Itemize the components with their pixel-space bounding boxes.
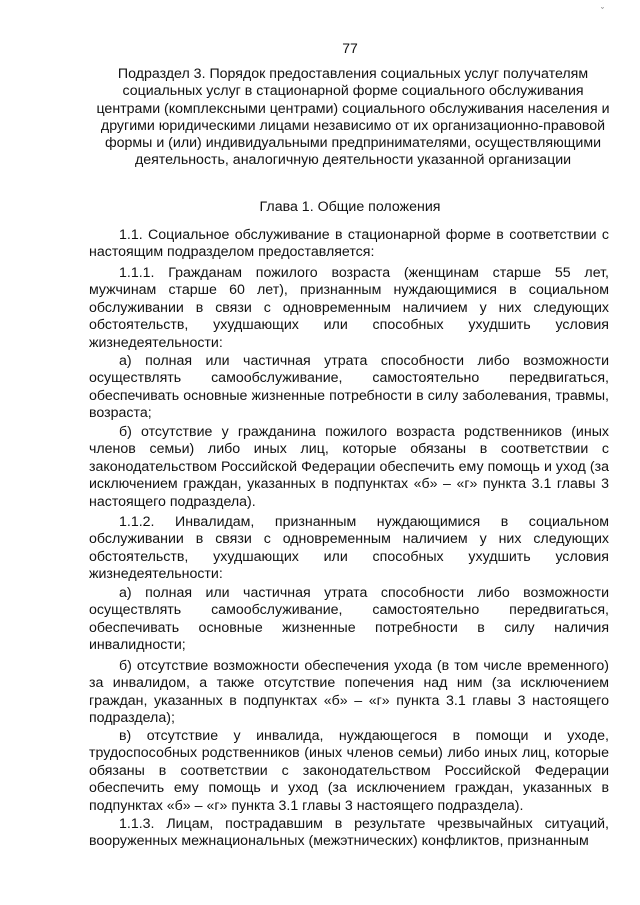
paragraph-1-1-1: 1.1.1. Гражданам пожилого возраста (женщинам старше 55 лет, мужчинам старше 60 лет), признанным нуждающимися в социальном обслуживании в связи с одновременным наличием у них следующих обстоятельств, ухудшающих или способных ухудшить условия жизнедеятельности: — [89, 265, 609, 351]
paragraph-1-1-1-a: а) полная или частичная утрата способности либо возможности осуществлять самообслуживание, самостоятельно передвигаться, обеспечивать основные жизненные потребности в силу заболевания, травмы, возраста; — [89, 353, 609, 422]
chapter-heading: Глава 1. Общие положения — [259, 199, 441, 215]
paragraph-1-1-3: 1.1.3. Лицам, пострадавшим в результате чрезвычайных ситуаций, вооруженных межнациональных (межэтнических) конфликтов, признанным — [89, 816, 609, 850]
paragraph-1-1-2-a: а) полная или частичная утрата способности либо возможности осуществлять самообслуживание, самостоятельно передвигаться, обеспечивать основные жизненные потребности в силу наличия инвалидности; — [89, 585, 609, 654]
paragraph-1-1-2-b: б) отсутствие возможности обеспечения ухода (в том числе временного) за инвалидом, а также отсутствие попечения над ним (за исключением граждан, указанных в подпунктах «б» – «г» пункта 3.1 главы 3 настоящего подраздела); — [89, 658, 609, 727]
paragraph-1-1: 1.1. Социальное обслуживание в стационарной форме в соответствии с настоящим подразделом предоставляется: — [89, 227, 609, 261]
corner-mark: ˇ — [601, 6, 604, 16]
paragraph-1-1-2-v: в) отсутствие у инвалида, нуждающегося в помощи и уходе, трудоспособных родственников (иных членов семьи) либо иных лиц, которые обязаны в соответствии с законодательством Российской Федерации обеспечить ему помощь и уход (за исключением граждан, указанных в подпунктах «б» – «г» пункта 3.1 главы 3 настоящего подраздела). — [89, 728, 609, 814]
paragraph-1-1-1-b: б) отсутствие у гражданина пожилого возраста родственников (иных членов семьи) либо иных лиц, которые обязаны в соответствии с законодательством Российской Федерации обеспечить ему помощь и уход (за исключением граждан, указанных в подпунктах «б» – «г» пункта 3.1 главы 3 настоящего подраздела). — [89, 424, 609, 510]
page-number: 77 — [342, 40, 358, 56]
paragraph-1-1-2: 1.1.2. Инвалидам, признанным нуждающимися в социальном обслуживании в связи с одновременным наличием у них следующих обстоятельств, ухудшающих или способных ухудшить условия жизнедеятельности: — [89, 514, 609, 583]
subsection-title: Подраздел 3. Порядок предоставления социальных услуг получателям социальных услуг в стационарной форме социального обслуживания центрами (комплексными центрами) социального обслуживания населения и другими юридическими лицами независимо от их организационно-правовой формы и (или) индивидуальными предпринимателями, осуществляющими деятельность, аналогичную деятельности указанной организации — [96, 66, 610, 169]
